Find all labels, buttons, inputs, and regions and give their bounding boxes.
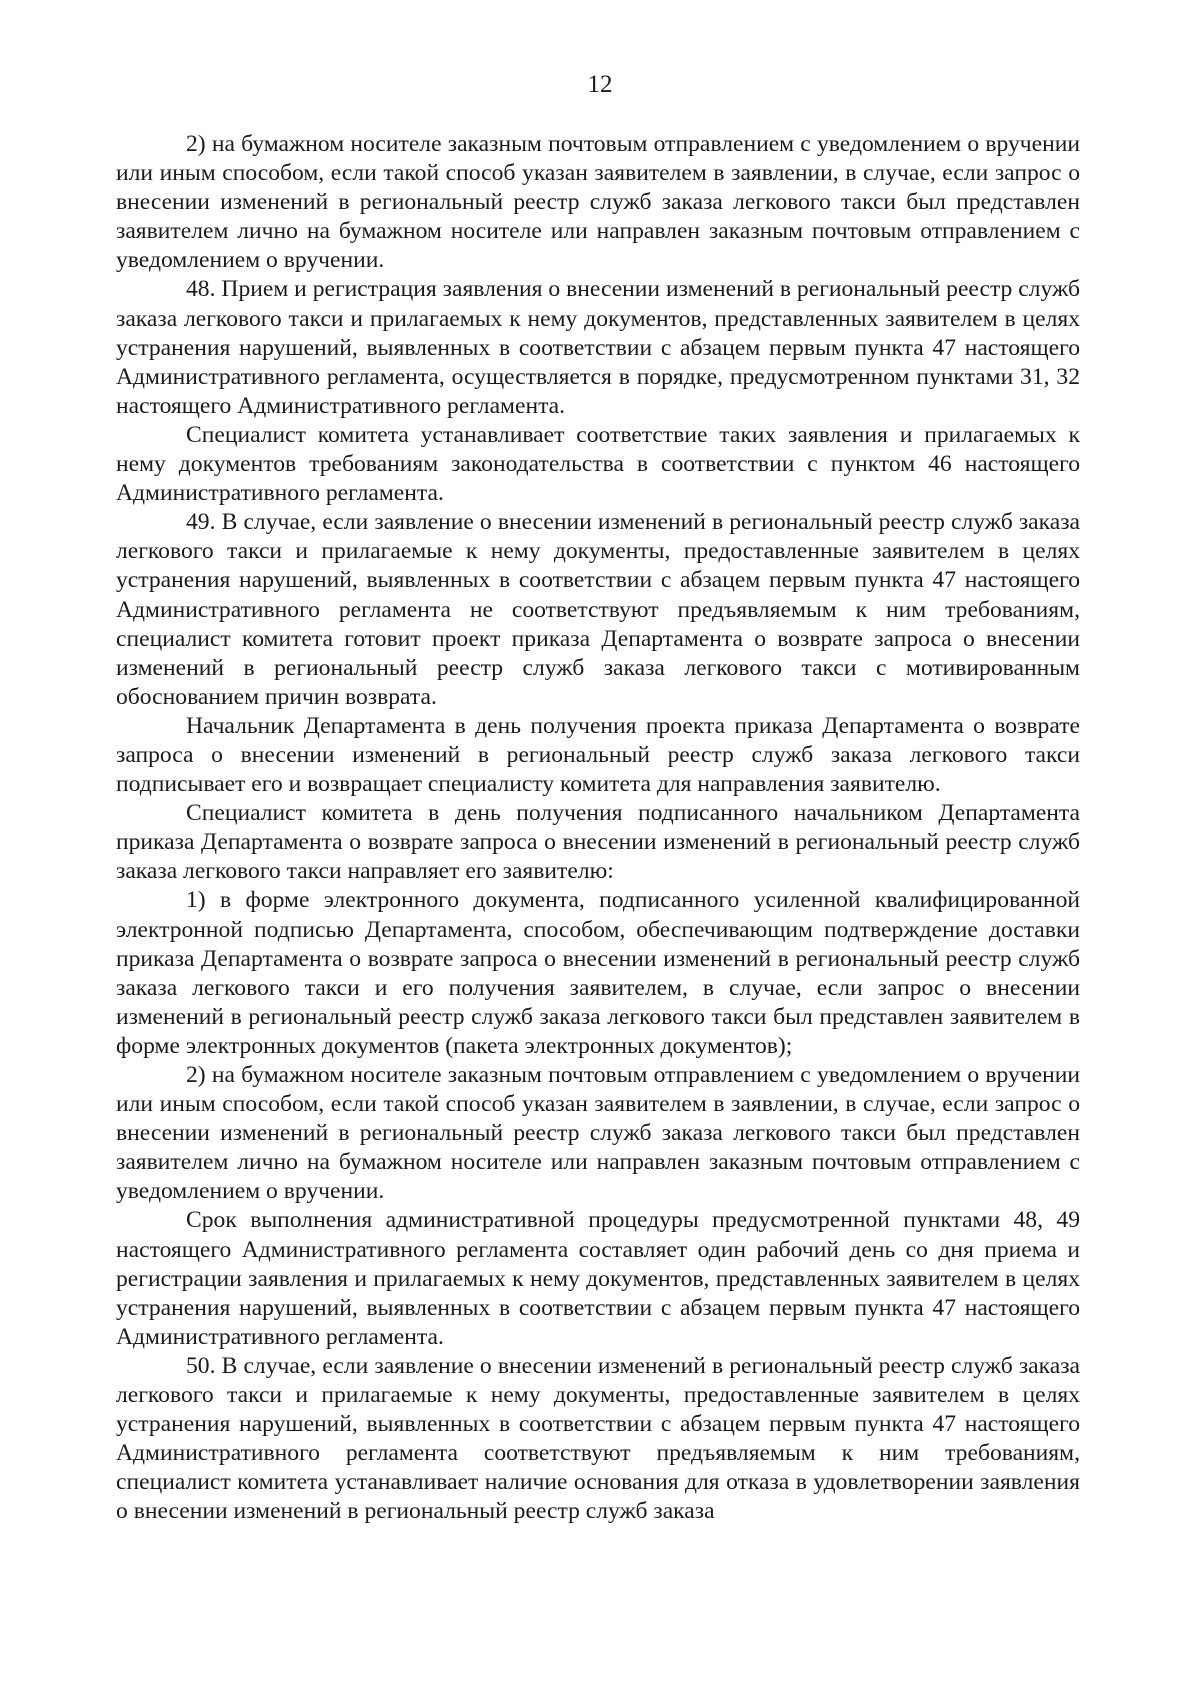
paragraph-item-2-paper-delivery: 2) на бумажном носителе заказным почтовым отправлением с уведомлением о вручении или иным способом, если такой способ указан заявителем в заявлении, в случае, если запрос о внесении изменений в региональный реестр служб заказа легкового такси был представлен заявителем лично на бумажном носителе или направлен заказным почтовым отправлением с уведомлением о вручении. (116, 131, 1080, 274)
document-body (116, 130, 1080, 1527)
paragraph-specialist-check: Специалист комитета устанавливает соответствие таких заявления и прилагаемых к нему документов требованиям законодательства в соответствии с пунктом 46 настоящего Административного регламента. (116, 421, 1080, 507)
paragraph-49: 49. В случае, если заявление о внесении изменений в региональный реестр служб заказа легкового такси и прилагаемые к нему документы, предоставленные заявителем в целях устранения нарушений, выявленных в соответствии с абзацем первым пункта 47 настоящего Административного регламента не соответствуют предъявляемым к ним требованиям, специалист комитета готовит проект приказа Департамента о возврате запроса о внесении изменений в региональный реестр служб заказа легкового такси с мотивированным обоснованием причин возврата. (116, 509, 1080, 710)
page-number: 12 (587, 71, 613, 98)
paragraph-head-signs: Начальник Департамента в день получения проекта приказа Департамента о возврате запроса о внесении изменений в региональный реестр служб заказа легкового такси подписывает его и возвращает специалисту комитета для направления заявителю. (116, 712, 1080, 798)
paragraph-item-1-electronic: 1) в форме электронного документа, подписанного усиленной квалифицированной электронной подписью Департамента, способом, обеспечивающим подтверждение доставки приказа Департамента о возврате запроса о внесении изменений в региональный реестр служб заказа легкового такси и его получения заявителем, в случае, если запрос о внесении изменений в региональный реестр служб заказа легкового такси был представлен заявителем в форме электронных документов (пакета электронных документов); (116, 887, 1080, 1059)
paragraph-50: 50. В случае, если заявление о внесении изменений в региональный реестр служб заказа легкового такси и прилагаемые к нему документы, предоставленные заявителем в целях устранения нарушений, выявленных в соответствии с абзацем первым пункта 47 настоящего Административного регламента соответствуют предъявляемым к ним требованиям, специалист комитета устанавливает наличие основания для отказа в удовлетворении заявления о внесении изменений в региональный реестр служб заказа (116, 1352, 1080, 1525)
paragraph-deadline: Срок выполнения административной процедуры предусмотренной пунктами 48, 49 настоящего Административного регламента составляет один рабочий день со дня приема и регистрации заявления и прилагаемых к нему документов, представленных заявителем в целях устранения нарушений, выявленных в соответствии с абзацем первым пункта 47 настоящего Административного регламента. (116, 1207, 1080, 1350)
paragraph-48: 48. Прием и регистрация заявления о внесении изменений в региональный реестр служб заказа легкового такси и прилагаемых к нему документов, представленных заявителем в целях устранения нарушений, выявленных в соответствии с абзацем первым пункта 47 настоящего Административного регламента, осуществляется в порядке, предусмотренном пунктами 31, 32 настоящего Административного регламента. (116, 276, 1080, 419)
paragraph-specialist-sends: Специалист комитета в день получения подписанного начальником Департамента приказа Департамента о возврате запроса о внесении изменений в региональный реестр служб заказа легкового такси направляет его заявителю: (116, 800, 1080, 885)
paragraph-item-2-paper: 2) на бумажном носителе заказным почтовым отправлением с уведомлением о вручении или иным способом, если такой способ указан заявителем в заявлении, в случае, если запрос о внесении изменений в региональный реестр служб заказа легкового такси был представлен заявителем лично на бумажном носителе или направлен заказным почтовым отправлением с уведомлением о вручении. (116, 1062, 1080, 1205)
